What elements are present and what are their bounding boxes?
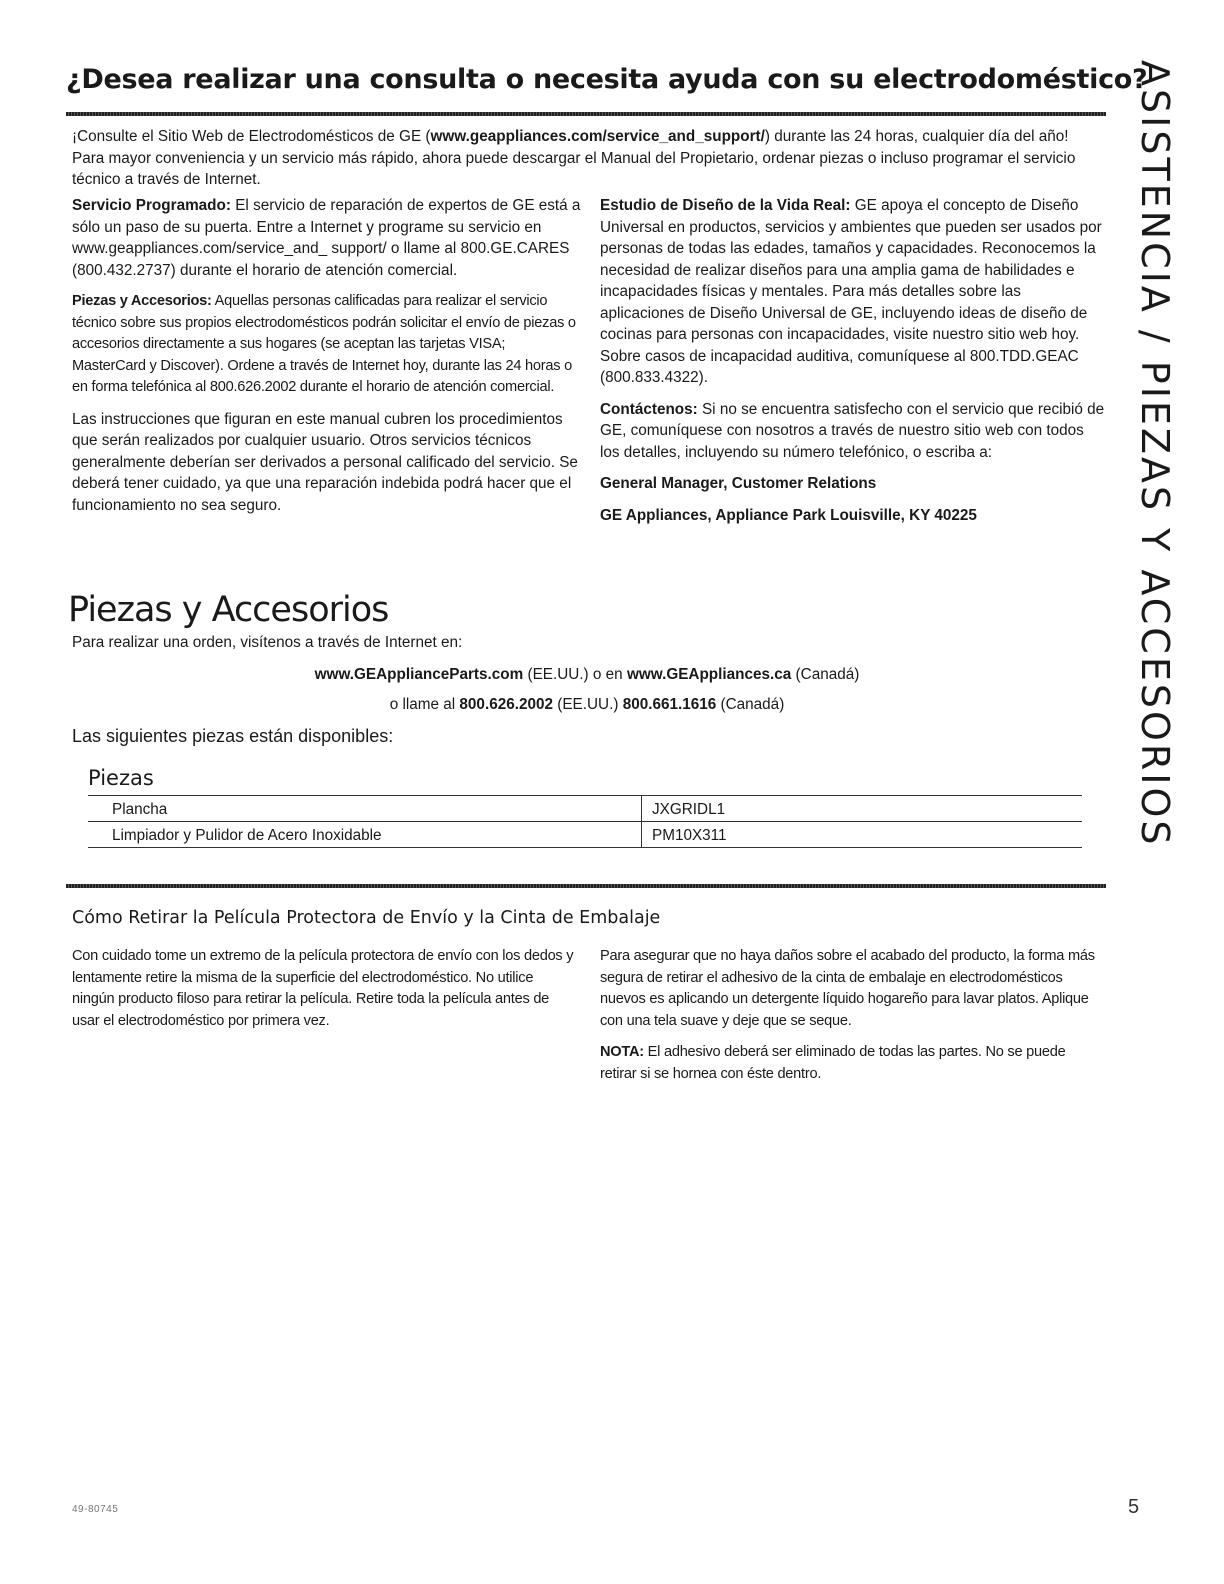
support-url[interactable]: www.geappliances.com/service_and_support/ — [430, 128, 765, 145]
instructions-paragraph: Las instrucciones que figuran en este manual cubren los procedimientos que serán realizados por cualquier usuario. Otros servicios técnicos generalmente deberían ser derivados a personal calificado del servicio. Se deberá tener cuidado, ya que una reparación indebida podrá hacer que el funcionamiento no sea seguro. — [72, 410, 578, 514]
phone-us: 800.626.2002 — [459, 696, 553, 713]
scheduled-service-lead: Servicio Programado: — [72, 197, 231, 214]
part-name-cell: Plancha — [88, 796, 642, 822]
film-right-column — [600, 946, 1105, 1095]
table-row — [88, 796, 1082, 822]
call-prefix: o llame al — [389, 696, 460, 713]
part-number-cell: PM10X311 — [642, 822, 1083, 848]
phone-ca: 800.661.1616 — [622, 696, 717, 713]
scheduled-service-paragraph — [72, 195, 582, 281]
scheduled-service-text: El servicio de reparación de expertos de GE está a sólo un paso de su puerta. Entre a Internet y programe su servicio en www.geappliances.com/service_and_ support/ o llame al 800.GE.CARES (800.432.2737) durante el horario de atención comercial. — [72, 197, 581, 279]
parts-url-us[interactable]: www.GEApplianceParts.com — [314, 666, 524, 683]
address-line-1: General Manager, Customer Relations — [600, 475, 877, 492]
film-left-column — [72, 946, 577, 1042]
order-text: Para realizar una orden, visítenos a través de Internet en: — [72, 634, 463, 651]
parts-section-title: Piezas y Accesorios — [68, 590, 389, 630]
note-lead: NOTA: — [600, 1044, 644, 1060]
address-line-2: GE Appliances, Appliance Park Louisville, KY 40225 — [600, 506, 977, 524]
us-label: (EE.UU.) o en — [523, 666, 627, 683]
design-studio-text: GE apoya el concepto de Diseño Universal en productos, servicios y ambientes que pueden ser usados por personas de todas las edades, tamaños y capacidades. Reconocemos la necesidad de realizar diseños para una amplia gama de habilidades e incapacidades físicas y mentales. Para más detalles sobre las aplicaciones de Diseño Universal de GE, incluyendo ideas de diseño de cocinas para personas con incapacidades, visite nuestro sitio web hoy. Sobre casos de incapacidad auditiva, comuníquese al 800.TDD.GEAC (800.833.4322). — [600, 197, 1102, 386]
film-section-title: Cómo Retirar la Película Protectora de Envío y la Cinta de Embalaje — [72, 908, 661, 928]
page-title: ¿Desea realizar una consulta o necesita ayuda con su electrodoméstico? — [66, 64, 1148, 95]
parts-table-title: Piezas — [88, 766, 154, 790]
intro-paragraph — [72, 126, 1102, 191]
parts-url-ca[interactable]: www.GEAppliances.ca — [626, 666, 792, 683]
parts-accessories-lead: Piezas y Accesorios: — [72, 293, 212, 309]
parts-accessories-paragraph — [72, 291, 582, 399]
ca-label: (Canadá) — [791, 666, 860, 683]
left-column — [72, 195, 582, 526]
parts-urls-line — [72, 666, 1102, 684]
note-text: El adhesivo deberá ser eliminado de todas las partes. No se puede retirar si se hornea con éste dentro. — [600, 1044, 1066, 1082]
right-column — [600, 195, 1105, 536]
intro-post: ) durante las 24 horas, cualquier día del año! Para mayor conveniencia y un servicio más rápido, ahora puede descargar el Manual del Propietario, ordenar piezas o incluso programar el servicio técnico a través de Internet. — [72, 128, 1076, 188]
phone-ca-label: (Canadá) — [716, 696, 785, 713]
sidebar-section-label: ASISTENCIA / PIEZAS Y ACCESORIOS — [1133, 60, 1177, 848]
parts-table — [88, 795, 1082, 848]
parts-accessories-text: Aquellas personas calificadas para realizar el servicio técnico sobre sus propios electrodomésticos podrán solicitar el envío de piezas o accesorios directamente a sus hogares (se aceptan las tarjetas VISA; MasterCard y Discover). Ordene a través de Internet hoy, durante las 24 horas o en forma telefónica al 800.626.2002 durante el horario de atención comercial. — [72, 293, 576, 395]
section-divider — [66, 884, 1106, 888]
contact-paragraph — [600, 399, 1105, 464]
design-studio-lead: Estudio de Diseño de la Vida Real: — [600, 197, 851, 214]
page-number: 5 — [1128, 1496, 1140, 1518]
design-studio-paragraph — [600, 195, 1105, 389]
title-divider — [66, 112, 1106, 116]
part-name-cell: Limpiador y Pulidor de Acero Inoxidable — [88, 822, 642, 848]
film-right-text: Para asegurar que no haya daños sobre el acabado del producto, la forma más segura de retirar el adhesivo de la cinta de embalaje en electrodomésticos nuevos es aplicando un detergente líquido hogareño para lavar platos. Aplique con una tela suave y deje que se seque. — [600, 948, 1095, 1029]
part-number-cell: JXGRIDL1 — [642, 796, 1083, 822]
intro-pre: ¡Consulte el Sitio Web de Electrodomésticos de GE ( — [72, 128, 431, 145]
table-row — [88, 822, 1082, 848]
contact-text: Si no se encuentra satisfecho con el servicio que recibió de GE, comuníquese con nosotros a través de nuestro sitio web con todos los detalles, incluyendo su número telefónico, o escriba a: — [600, 400, 1105, 461]
note-paragraph — [600, 1042, 1105, 1085]
parts-phones-line — [72, 696, 1102, 714]
contact-lead: Contáctenos: — [600, 400, 698, 418]
document-number: 49-80745 — [72, 1504, 119, 1515]
film-left-text: Con cuidado tome un extremo de la película protectora de envío con los dedos y lentamente retire la misma de la superficie del electrodoméstico. No utilice ningún producto filoso para retirar la película. Retire toda la película antes de usar el electrodoméstico por primera vez. — [72, 948, 574, 1029]
available-parts-text: Las siguientes piezas están disponibles: — [72, 726, 394, 746]
phone-us-label: (EE.UU.) — [553, 696, 623, 713]
